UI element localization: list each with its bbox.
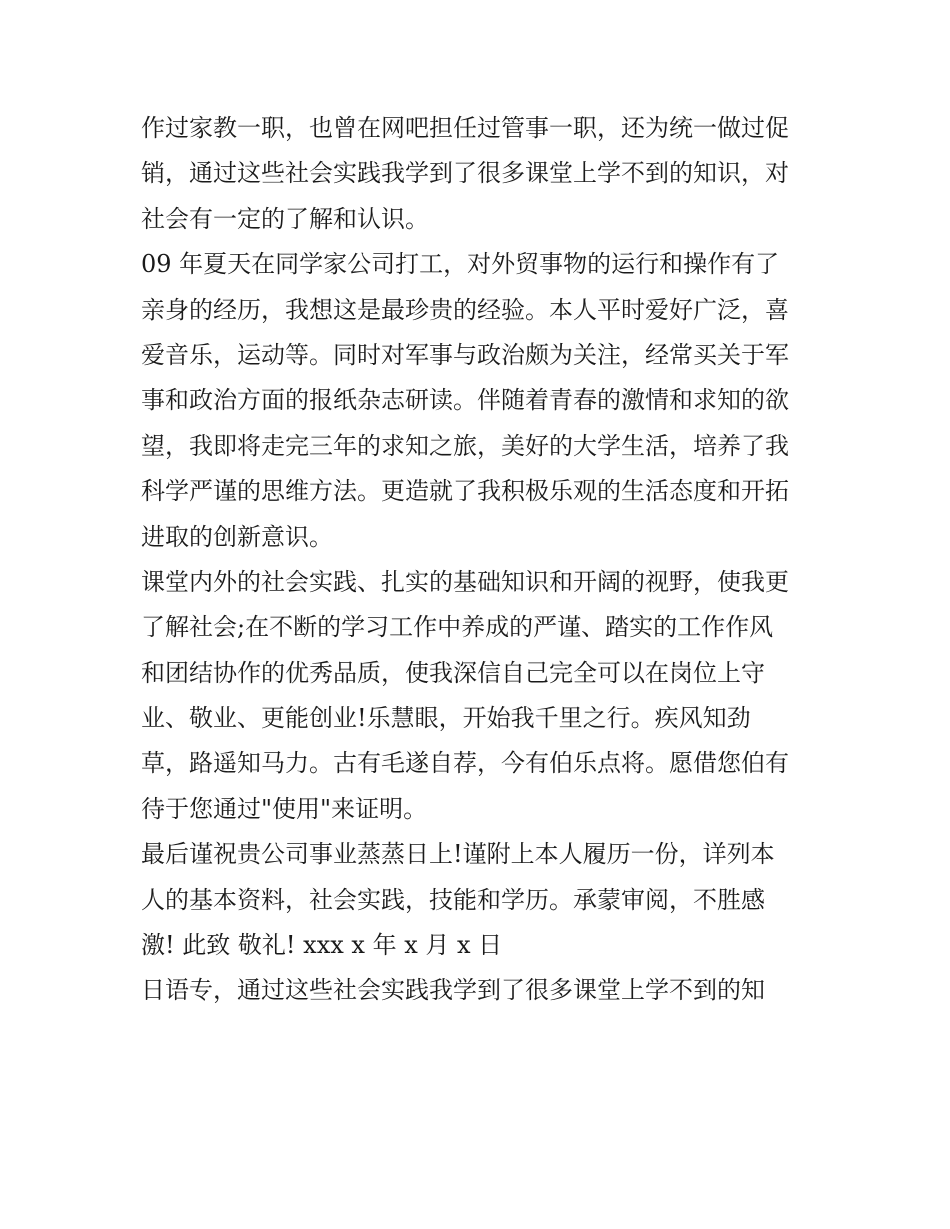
text-line: 爱音乐，运动等。同时对军事与政治颇为关注，经常买关于军 (141, 340, 789, 369)
text-line: 草，路遥知马力。古有毛遂自荐，今有伯乐点将。愿借您伯有 (141, 749, 789, 778)
text-line: 09 年夏天在同学家公司打工，对外贸事物的运行和操作有了 (141, 250, 780, 279)
text-line: 亲身的经历，我想这是最珍贵的经验。本人平时爱好广泛，喜 (141, 295, 789, 324)
text-line: 待于您通过"使用"来证明。 (141, 794, 428, 823)
text-line: 最后谨祝贵公司事业蒸蒸日上!谨附上本人履历一份，详列本 (141, 840, 775, 869)
text-line: 事和政治方面的报纸杂志研读。伴随着青春的激情和求知的欲 (141, 386, 789, 415)
text-line: 社会有一定的了解和认识。 (141, 204, 429, 233)
text-line: 业、敬业、更能创业!乐慧眼，开始我千里之行。疾风知劲 (141, 704, 751, 733)
text-line: 和团结协作的优秀品质，使我深信自己完全可以在岗位上守 (141, 658, 765, 687)
text-line: 课堂内外的社会实践、扎实的基础知识和开阔的视野，使我更 (141, 567, 789, 596)
body-text (141, 106, 821, 1014)
text-line: 进取的创新意识。 (141, 522, 333, 551)
text-line: 了解社会;在不断的学习工作中养成的严谨、踏实的工作作风 (141, 613, 774, 642)
text-line: 人的基本资料，社会实践，技能和学历。承蒙审阅，不胜感 (141, 885, 765, 914)
text-line: 激! 此致 敬礼! xxx x 年 x 月 x 日 (141, 931, 503, 960)
text-line: 销，通过这些社会实践我学到了很多课堂上学不到的知识，对 (141, 159, 789, 188)
text-line: 日语专，通过这些社会实践我学到了很多课堂上学不到的知 (141, 976, 765, 1005)
text-line: 科学严谨的思维方法。更造就了我积极乐观的生活态度和开拓 (141, 477, 789, 506)
text-line: 望，我即将走完三年的求知之旅，美好的大学生活，培养了我 (141, 431, 789, 460)
text-line: 作过家教一职，也曾在网吧担任过管事一职，还为统一做过促 (141, 114, 789, 142)
